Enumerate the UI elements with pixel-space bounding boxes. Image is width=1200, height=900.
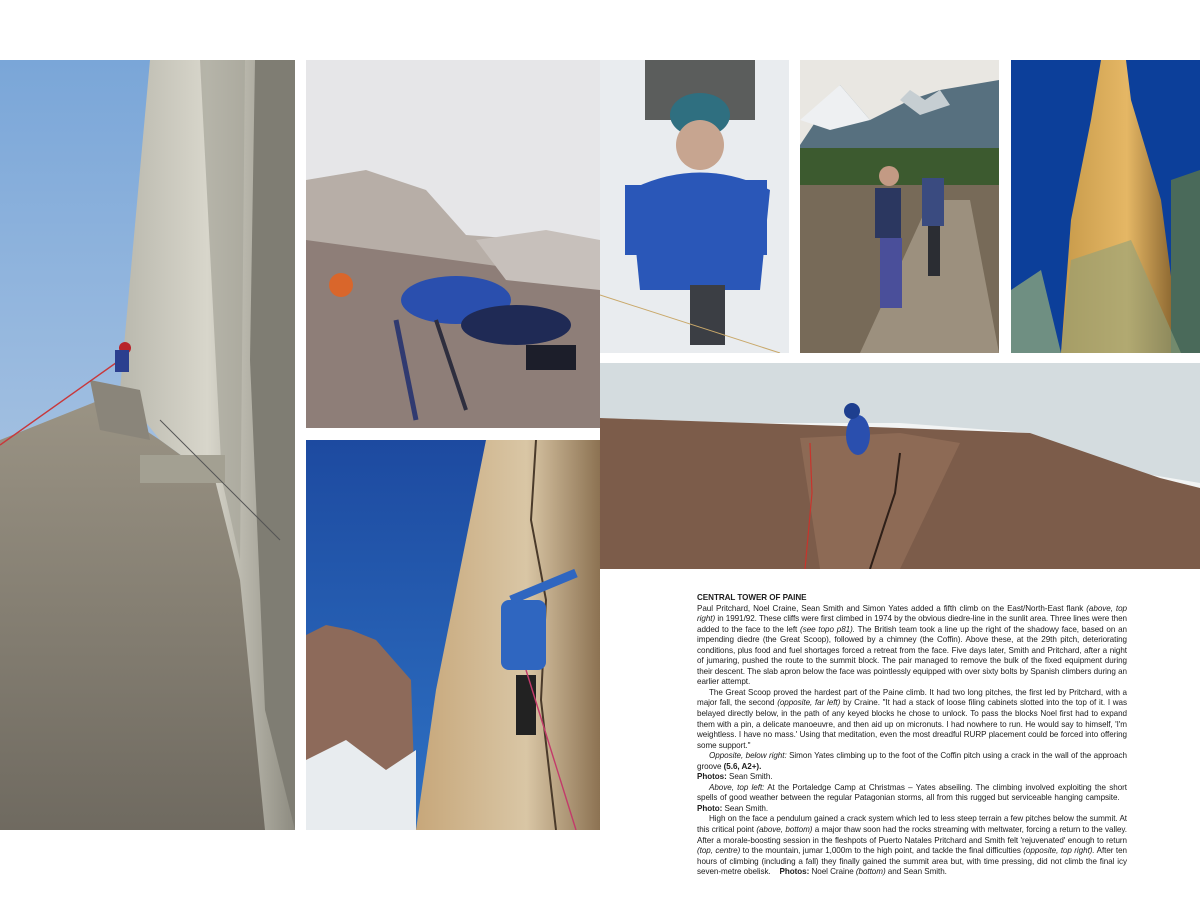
caption-paragraph-4 xyxy=(697,783,1127,815)
caption-paragraph-2 xyxy=(697,688,1127,751)
photo-portaledge-camp xyxy=(0,60,295,830)
caption-text: by Craine. "It had a stack of loose filing cabinets slotted into the top of it. I was belayed directly below, in the path of any keyed blocks he chose to unlock. To pass the blocks Noel first had to expand them with a pin, a delicate manoeuvre, and then aid up on micronuts. I had nowhere to run. He would say to himself, 'I'm weightless. I have no mass.' Using that meditation, even the most dreadful RURP placement could be forced into offering some support." xyxy=(697,698,1128,750)
photo-valley-road xyxy=(800,60,999,353)
caption-reference: (above, top right) xyxy=(697,603,1127,624)
caption-credit: and Sean Smith. xyxy=(885,867,947,877)
caption-text: Paul Pritchard, Noel Craine, Sean Smith and Simon Yates added a fifth climb on the East/North-East flank xyxy=(697,603,1087,613)
caption-text: a major thaw soon had the rocks streaming with meltwater, forcing a return to the valley. After a morale-boosting session in the fleshpots of Puerto Natales Pritchard and Smith felt 'rejuvenated' enough to return xyxy=(697,825,1127,845)
caption-paragraph-1 xyxy=(697,604,1127,688)
caption-text: The British team took a line up the right of the shadowy face, based on an impending diedre (the Great Scoop), followed by a chimney (the Coffin). Above these, at the 29th pitch, deteriorating conditions, plus food and fuel shortages forced a retreat from the face. Five days later, Smith and Pritchard, after a night of jumaring, pushed the route to the summit block. The pair managed to remove the bulk of the fixed equipment during their descent. The slab apron below the face was pointlessly equipped with over sixty bolts by Spanish climbers during an earlier attempt. xyxy=(697,624,1127,687)
caption-text: Simon Yates climbing up to the foot of the Coffin pitch using a crack in the wall of the approach groove xyxy=(697,751,1128,771)
caption-credit-label: Photos: xyxy=(697,772,727,782)
caption-paragraph-3 xyxy=(697,751,1127,783)
caption-grade: (5.6, A2+). xyxy=(723,761,762,771)
caption-text: in 1991/92. These cliffs were first climbed in 1974 by the obvious diedre-line in the sunlit area. Three lines were then added to the face to the left xyxy=(697,614,1127,634)
caption-credit: Sean Smith. xyxy=(722,803,769,813)
caption-reference: (top, centre) xyxy=(697,846,741,856)
caption-reference: (bottom) xyxy=(855,867,886,877)
caption-text: At the Portaledge Camp at Christmas – Yates abseiling. The climbing involved exploiting the short spells of good weather between the regular Patagonian storms, all from this rugged but serviceable hanging campsite. xyxy=(697,782,1127,803)
photo-high-slab xyxy=(600,363,1200,569)
caption-text: High on the face a pendulum gained a crack system which led to less steep terrain a few pitches below the summit. At this critical point xyxy=(697,814,1127,835)
caption-block xyxy=(697,593,1127,878)
caption-paragraph-5 xyxy=(697,814,1127,877)
caption-heading: CENTRAL TOWER OF PAINE xyxy=(697,593,807,602)
caption-reference: Above, top left: xyxy=(709,782,765,792)
caption-credit: Noel Craine xyxy=(809,867,856,877)
caption-credit: Sean Smith. xyxy=(726,772,773,782)
caption-text: After ten hours of climbing (including a fall) they finally gained the summit area but, with time pressing, did not climb the final icy seven-metre obelisk. xyxy=(697,846,1127,877)
caption-text: The Great Scoop proved the hardest part of the Paine climb. It had two long pitches, the first led by Pritchard, with a major fall, the second xyxy=(697,687,1127,708)
caption-text: to the mountain, jumar 1,000m to the high point, and tackle the final difficulties xyxy=(740,846,1024,856)
caption-reference: (above, bottom) xyxy=(756,825,813,835)
photo-climber-in-snow xyxy=(600,60,789,353)
caption-credit-label: Photos: xyxy=(779,867,810,877)
caption-credit-label: Photo: xyxy=(697,803,723,813)
caption-reference: (opposite, far left) xyxy=(777,698,841,708)
caption-reference: Opposite, below right: xyxy=(709,751,787,761)
photo-coffin-pitch-approach xyxy=(306,440,600,830)
caption-reference: (opposite, top right). xyxy=(1023,846,1095,856)
photo-great-scoop-climber xyxy=(306,60,600,428)
caption-reference: (see topo p81). xyxy=(800,624,855,634)
photo-summit-tower xyxy=(1011,60,1200,353)
